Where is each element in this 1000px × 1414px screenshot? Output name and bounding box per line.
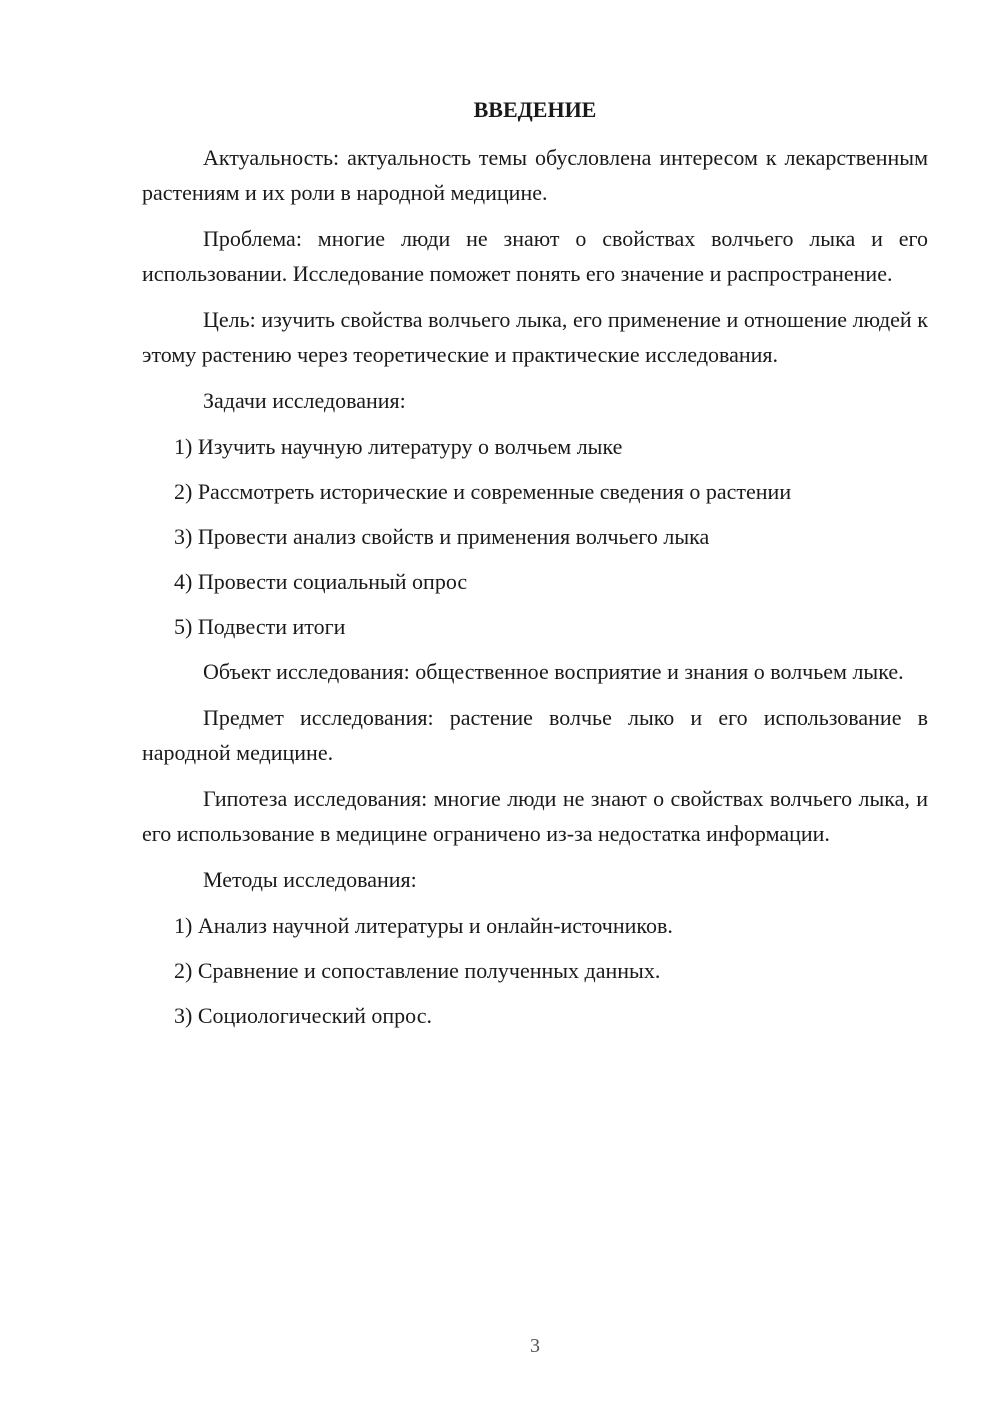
list-item: 1) Изучить научную литературу о волчьем лыке (174, 434, 623, 459)
page-number: 3 (530, 1335, 540, 1357)
tasks-heading: Задачи исследования: (203, 388, 406, 413)
list-item: 3) Провести анализ свойств и применения волчьего лыка (174, 524, 710, 549)
methods-list (142, 908, 928, 1033)
list-item: 3) Социологический опрос. (174, 1003, 432, 1028)
list-item: 2) Сравнение и сопоставление полученных данных. (174, 958, 661, 983)
list-item: 5) Подвести итоги (174, 614, 346, 639)
tasks-list (142, 429, 928, 644)
relevance-paragraph: Актуальность: актуальность темы обусловлена интересом к лекарственным растениям и их роли в народной медицине. (142, 145, 928, 205)
list-item: 4) Провести социальный опрос (174, 569, 468, 594)
list-item: 2) Рассмотреть исторические и современные сведения о растении (174, 479, 792, 504)
page-title: ВВЕДЕНИЕ (473, 97, 597, 122)
goal-paragraph: Цель: изучить свойства волчьего лыка, его применение и отношение людей к этому растению через теоретические и практические исследования. (142, 307, 928, 367)
hypothesis-paragraph: Гипотеза исследования: многие люди не знают о свойствах волчьего лыка, и его использование в медицине ограничено из-за недостатка информации. (142, 786, 928, 846)
problem-paragraph: Проблема: многие люди не знают о свойствах волчьего лыка и его использовании. Исследование поможет понять его значение и распространение. (142, 226, 928, 286)
subject-paragraph: Предмет исследования: растение волчье лыко и его использование в народной медицине. (142, 705, 928, 765)
page-content (142, 94, 928, 1043)
list-item: 1) Анализ научной литературы и онлайн-источников. (174, 913, 673, 938)
object-paragraph: Объект исследования: общественное восприятие и знания о волчьем лыке. (203, 659, 904, 684)
methods-heading: Методы исследования: (203, 867, 417, 892)
